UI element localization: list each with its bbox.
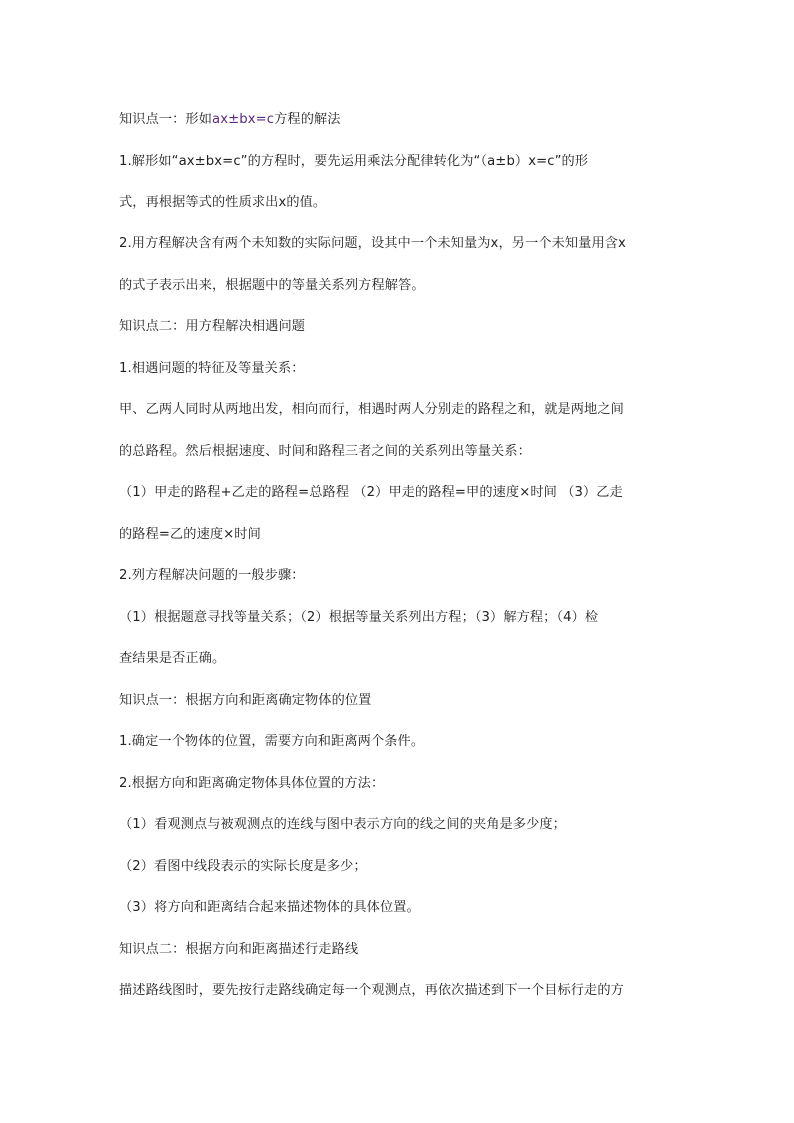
paragraph-line: （1）根据题意寻找等量关系；（2）根据等量关系列出方程；（3）解方程；（4）检: [119, 610, 599, 625]
section-heading-kp1-position: 知识点一：根据方向和距离确定物体的位置: [119, 693, 372, 708]
paragraph-line: 2.列方程解决问题的一般步骤：: [119, 568, 305, 583]
paragraph-line: （1）看观测点与被观测点的连线与图中表示方向的线之间的夹角是多少度；: [119, 817, 566, 832]
section-heading-kp1-equation: [119, 111, 679, 129]
paragraph-line: 2.根据方向和距离确定物体具体位置的方法：: [119, 776, 385, 791]
paragraph-line: 甲、乙两人同时从两地出发，相向而行，相遇时两人分别走的路程之和，就是两地之间: [119, 402, 624, 417]
paragraph-line: 式，再根据等式的性质求出x的值。: [119, 195, 327, 210]
paragraph-line: 1.相遇问题的特征及等量关系：: [119, 361, 305, 376]
paragraph-line: （2）看图中线段表示的实际长度是多少；: [119, 859, 367, 874]
paragraph-line: 的路程=乙的速度×时间: [119, 527, 261, 542]
paragraph-line: 描述路线图时，要先按行走路线确定每一个观测点，再依次描述到下一个目标行走的方: [119, 983, 624, 998]
heading-formula: ax±bx=c: [212, 112, 275, 127]
section-heading-kp2-route: 知识点二：根据方向和距离描述行走路线: [119, 942, 359, 957]
section-heading-kp2-meeting: 知识点二：用方程解决相遇问题: [119, 319, 306, 334]
paragraph-line: 1.解形如“ax±bx=c”的方程时，要先运用乘法分配律转化为“（a±b）x=c”的形: [119, 154, 589, 169]
paragraph-line: 1.确定一个物体的位置，需要方向和距离两个条件。: [119, 734, 425, 749]
paragraph-line: 的式子表示出来，根据题中的等量关系列方程解答。: [119, 278, 425, 293]
heading-tail: 方程的解法: [274, 112, 341, 127]
paragraph-line: 的总路程。然后根据速度、时间和路程三者之间的关系列出等量关系：: [119, 444, 531, 459]
paragraph-line: 2.用方程解决含有两个未知数的实际问题，设其中一个未知量为x，另一个未知量用含x: [119, 236, 626, 251]
paragraph-line: （1）甲走的路程+乙走的路程=总路程 （2）甲走的路程=甲的速度×时间 （3）乙走: [119, 485, 623, 500]
heading-text: 知识点一：形如: [119, 112, 213, 127]
paragraph-line: 查结果是否正确。: [119, 651, 226, 666]
paragraph-line: （3）将方向和距离结合起来描述物体的具体位置。: [119, 900, 420, 915]
